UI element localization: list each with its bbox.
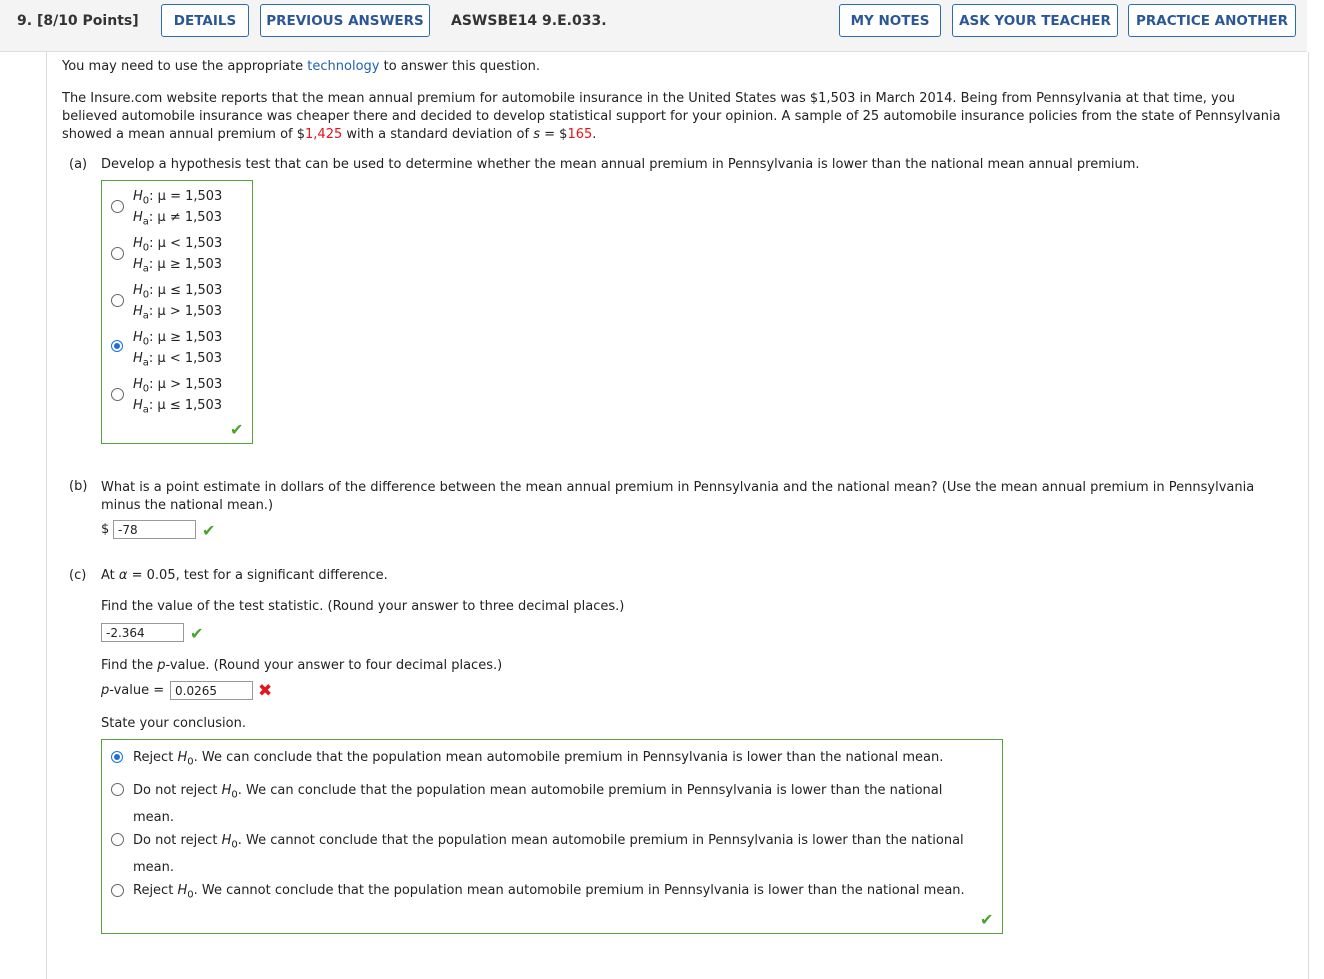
point-estimate-input[interactable]: -78 [113,520,196,539]
problem-line-1: The Insure.com website reports that the mean annual premium for automobile insurance in the United States was $1,503 in March 2014. Being from Pennsylvania at that time, you [62,91,1235,106]
conclusion-option-3[interactable]: Do not reject $H_0$. We cannot conclude that the population mean automobile premium in Pennsylvania is lower than the national mean. [133,833,964,875]
part-a-label: (a) [69,157,88,172]
std-dev-value: 165 [567,127,593,142]
hypothesis-option-5-radio[interactable] [111,388,124,401]
problem-line-2: believed automobile insurance was cheaper there and decided to develop statistical support for your opinion. A sample of 25 automobile insurance policies from the state of Pennsylvania [62,109,1281,124]
conclusion-answer-box [101,739,1003,934]
hypothesis-option-2[interactable]: $H_0$: μ < 1,503 $H_a$: μ ≥ 1,503 [133,236,223,275]
part-b-question: What is a point estimate in dollars of the difference between the mean annual premium in Pennsylvania and the national mean? (Use the mean annual premium in Pennsylvania minus the national mean.) [101,480,1255,513]
question-content [46,52,1309,979]
conclusion-option-4-radio[interactable] [111,884,124,897]
part-b-correct-check-icon: ✔ [202,521,216,540]
pvalue-label: p-value = [101,683,165,698]
pvalue-input[interactable]: 0.0265 [170,681,253,700]
part-a-answer-box [101,180,253,444]
part-c-question: At α = 0.05, test for a significant difference. [101,568,388,583]
part-c-label: (c) [69,568,87,583]
conclusion-option-2-radio[interactable] [111,783,124,796]
conclusion-correct-check-icon: ✔ [980,910,994,929]
question-points [17,13,139,29]
hypothesis-option-1-radio[interactable] [111,200,124,213]
pvalue-prompt: Find the p-value. (Round your answer to four decimal places.) [101,658,503,673]
assignment-code: ASWSBE14 9.E.033. [451,13,607,29]
part-a-correct-check-icon: ✔ [230,420,244,439]
hypothesis-option-1[interactable]: $H_0$: μ = 1,503 $H_a$: μ ≠ 1,503 [133,189,223,228]
problem-line-3: showed a mean annual premium of $1,425 with a standard deviation of s = $165. [62,127,597,142]
intro-suffix: to answer this question. [379,59,541,74]
conclusion-option-4[interactable]: Reject $H_0$. We cannot conclude that the population mean automobile premium in Pennsylvania is lower than the national mean. [133,883,965,901]
previous-answers-button[interactable]: PREVIOUS ANSWERS [260,4,430,37]
sample-mean-value: 1,425 [305,127,343,142]
points-label: [8/10 Points] [36,13,139,29]
my-notes-button[interactable]: MY NOTES [839,4,941,37]
practice-another-button[interactable]: PRACTICE ANOTHER [1128,4,1296,37]
problem-statement [62,90,1281,144]
currency-symbol: $ [101,522,110,537]
details-button[interactable]: DETAILS [161,4,249,37]
hypothesis-option-3-radio[interactable] [111,294,124,307]
hypothesis-option-5[interactable]: $H_0$: μ > 1,503 $H_a$: μ ≤ 1,503 [133,377,223,416]
question-header [0,0,1307,52]
conclusion-prompt: State your conclusion. [101,716,246,731]
conclusion-option-1-radio[interactable] [111,751,123,763]
hypothesis-option-3[interactable]: $H_0$: μ ≤ 1,503 $H_a$: μ > 1,503 [133,283,223,322]
hypothesis-option-2-radio[interactable] [111,247,124,260]
hypothesis-option-4-radio[interactable] [111,340,123,352]
test-statistic-input[interactable]: -2.364 [101,623,184,642]
conclusion-option-3-radio[interactable] [111,833,124,846]
test-stat-correct-check-icon: ✔ [190,624,204,643]
intro-text [62,59,540,74]
test-stat-prompt: Find the value of the test statistic. (Round your answer to three decimal places.) [101,599,625,614]
pvalue-incorrect-x-icon: ✖ [258,681,273,701]
part-a-question: Develop a hypothesis test that can be used to determine whether the mean annual premium in Pennsylvania is lower than the national mean annual premium. [101,157,1140,172]
part-b-label: (b) [69,479,88,494]
conclusion-option-1[interactable]: Reject $H_0$. We can conclude that the population mean automobile premium in Pennsylvania is lower than the national mean. [133,750,944,768]
hypothesis-option-4[interactable]: $H_0$: μ ≥ 1,503 $H_a$: μ < 1,503 [133,330,223,369]
conclusion-option-2[interactable]: Do not reject $H_0$. We can conclude that the population mean automobile premium in Pennsylvania is lower than the national mean. [133,783,943,825]
intro-prefix: You may need to use the appropriate [62,59,308,74]
technology-link[interactable]: technology [307,59,380,74]
question-number: 9. [17,13,33,29]
ask-teacher-button[interactable]: ASK YOUR TEACHER [952,4,1118,37]
